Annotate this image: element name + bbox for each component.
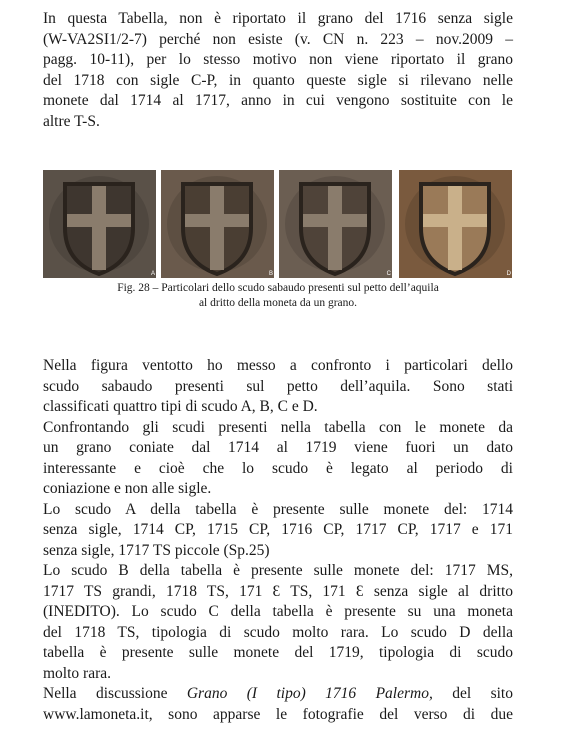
text-line: senza sigle, 1717 TS piccole (Sp.25) (43, 541, 270, 559)
text-line: interessante e cioè che lo scudo è legato al periodo di (43, 459, 513, 477)
coin-panel (399, 170, 512, 278)
body-paragraph (43, 356, 513, 684)
discussion-line-1: Nella discussione Grano (I tipo) 1716 Palermo, del sito (43, 685, 513, 702)
text-line: tabella è presente sulle monete del 1719, tipologia di scudo (43, 644, 513, 661)
intro-paragraph (43, 9, 513, 132)
text-line: In questa Tabella, non è riportato il grano del 1716 senza sigle (43, 10, 513, 27)
text-line: del 1718 con sigle C-P, in quanto queste sigle si rilevano nelle (43, 71, 513, 89)
coin-figure (43, 170, 513, 278)
text-line: classificati quattro tipi di scudo A, B, C e D. (43, 398, 318, 415)
shield-detail (399, 170, 512, 278)
text-line: monete dal 1714 al 1717, anno in cui vengono sostituite con le (43, 92, 513, 109)
panel-letter: C (386, 271, 391, 277)
text-line: senza sigle, 1714 CP, 1715 CP, 1716 CP, 1717 CP, 1717 e 171 (43, 521, 513, 538)
panel-letter: A (150, 271, 155, 277)
text-line: Confrontando gli scudi presenti nella tabella con le monete da (43, 418, 513, 436)
shield-detail (279, 170, 392, 278)
text-line: un grano coniate dal 1714 al 1719 viene fuori un dato (43, 439, 513, 456)
panel-letter: B (268, 271, 273, 277)
coin-panel (279, 170, 392, 278)
shield-detail (43, 170, 156, 278)
text-line: (W-VA2SI1/2-7) perché non esiste (v. CN n. 223 – nov.2009 – (43, 30, 513, 48)
discussion-title: Grano (I tipo) 1716 Palermo, (186, 685, 433, 702)
text-line: Nella figura ventotto ho messo a confronto i particolari dello (43, 357, 513, 374)
caption-line: Fig. 28 – Particolari dello scudo sabaudo presenti sul petto dell’aquila (117, 282, 439, 294)
shield-detail (161, 170, 274, 278)
coin-panel (161, 170, 274, 278)
coin-panel (43, 170, 156, 278)
text-line: coniazione e non alle sigle. (43, 480, 212, 497)
text-line: molto rara. (43, 664, 112, 682)
panel-letter: D (506, 271, 511, 277)
text-line: 1717 TS grandi, 1718 TS, 171 Ɛ TS, 171 Ɛ senza sigle al dritto (43, 582, 513, 600)
text-line: scudo sabaudo presenti sul petto dell’aquila. Sono stati (43, 377, 513, 395)
discussion-paragraph (43, 684, 513, 725)
text-line: Lo scudo A della tabella è presente sulle monete del: 1714 (43, 500, 513, 518)
text-line: (INEDITO). Lo scudo C della tabella è presente su una moneta (43, 603, 513, 620)
caption-line: al dritto della moneta da un grano. (198, 297, 358, 309)
text-line: del 1718 TS, tipologia di scudo molto rara. Lo scudo D della (43, 623, 513, 641)
text-line: Lo scudo B della tabella è presente sulle monete del: 1717 MS, (43, 562, 513, 579)
discussion-line-2: www.lamoneta.it, sono apparse le fotografie del verso di due (43, 705, 513, 723)
text-line: pagg. 10-11), per lo stesso motivo non viene riportato il grano (43, 51, 513, 68)
text-line: altre T-S. (43, 112, 100, 130)
figure-caption (43, 281, 513, 311)
